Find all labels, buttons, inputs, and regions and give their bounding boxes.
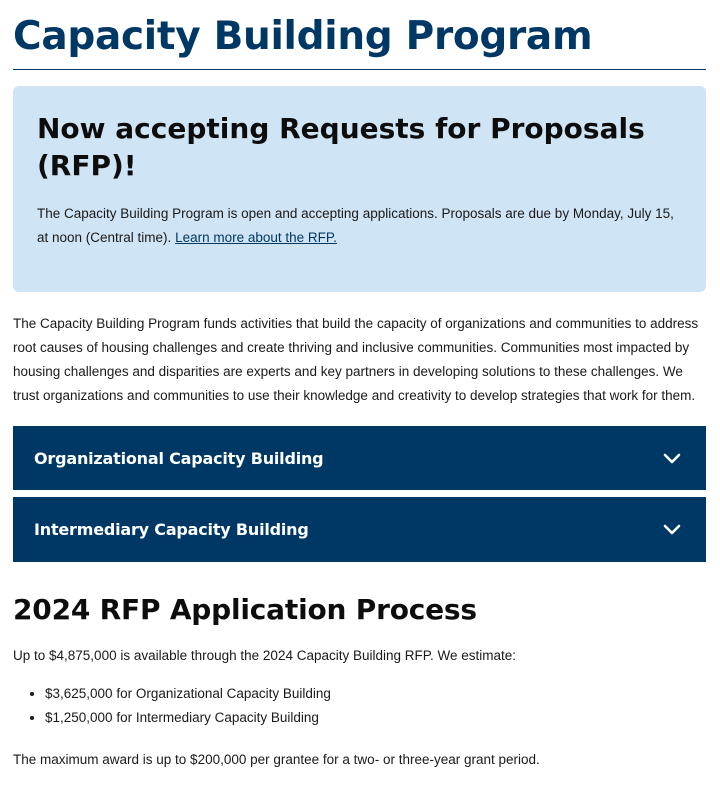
accordion-intermediary-capacity-building[interactable] bbox=[13, 497, 706, 562]
page-title: Capacity Building Program bbox=[13, 14, 593, 59]
accordion-label: Organizational Capacity Building bbox=[34, 448, 324, 468]
rfp-notice-body: The Capacity Building Program is open and accepting applications. Proposals are due by Monday, July 15, at noon (Central time). bbox=[37, 206, 674, 245]
funding-estimates-list bbox=[13, 682, 706, 730]
list-item: • $1,250,000 for Intermediary Capacity Building bbox=[45, 706, 706, 730]
accordion-organizational-capacity-building[interactable] bbox=[13, 426, 706, 490]
rfp-notice-box bbox=[13, 86, 706, 292]
list-item: • $3,625,000 for Organizational Capacity Building bbox=[45, 682, 706, 706]
application-process-heading: 2024 RFP Application Process bbox=[13, 593, 477, 626]
rfp-notice-heading: Now accepting Requests for Proposals (RFP)! bbox=[37, 112, 645, 182]
funding-available-text: Up to $4,875,000 is available through the 2024 Capacity Building RFP. We estimate: bbox=[13, 648, 517, 663]
chevron-down-icon bbox=[662, 451, 682, 465]
title-divider bbox=[13, 69, 706, 70]
accordion-label: Intermediary Capacity Building bbox=[34, 520, 309, 539]
learn-more-rfp-link[interactable]: Learn more about the RFP. bbox=[175, 230, 337, 245]
program-intro: The Capacity Building Program funds activities that build the capacity of organizations and communities to address root causes of housing challenges and create thriving and inclusive communities. Communities most impacted by housing challenges and disparities are experts and key partners in developing solutions to these challenges. We trust organizations and communities to use their knowledge and creativity to develop strategies that work for them. bbox=[13, 316, 699, 403]
page-content bbox=[13, 0, 706, 772]
chevron-down-icon bbox=[662, 523, 682, 537]
maximum-award-text: The maximum award is up to $200,000 per grantee for a two- or three-year grant period. bbox=[13, 752, 540, 767]
rfp-notice-text bbox=[37, 202, 682, 250]
capacity-accordion bbox=[13, 426, 706, 562]
